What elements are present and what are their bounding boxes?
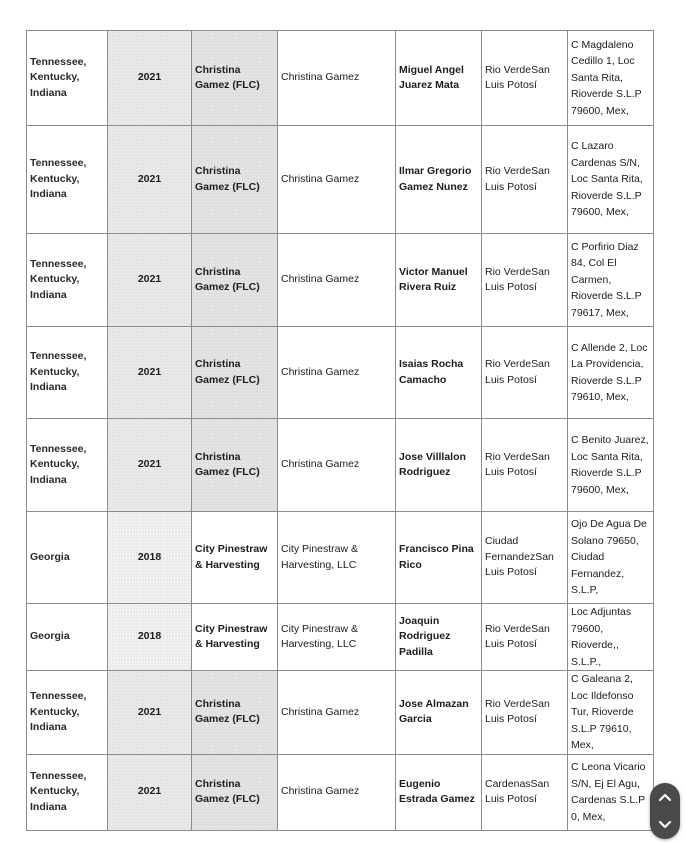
worker-name-cell: Miguel Angel Juarez Mata: [396, 31, 482, 126]
state-cell: Tennessee, Kentucky, Indiana: [27, 671, 108, 755]
table-row: [27, 234, 654, 327]
employer-name-cell: Christina Gamez: [278, 671, 396, 755]
table-row: [27, 31, 654, 126]
city-cell: CardenasSan Luis Potosí: [482, 754, 568, 830]
city-cell: Rio VerdeSan Luis Potosí: [482, 671, 568, 755]
year-cell: 2021: [108, 31, 192, 126]
table-row: [27, 419, 654, 512]
year-cell: 2021: [108, 671, 192, 755]
address-cell: C Galeana 2, Loc Ildefonso Tur, Rioverde S.L.P 79610, Mex,: [568, 671, 654, 755]
state-cell: Tennessee, Kentucky, Indiana: [27, 31, 108, 126]
employer-cell: Christina Gamez (FLC): [192, 671, 278, 755]
city-cell: Rio VerdeSan Luis Potosí: [482, 126, 568, 234]
employer-name-cell: Christina Gamez: [278, 419, 396, 512]
city-cell: Rio VerdeSan Luis Potosí: [482, 234, 568, 327]
employer-cell: Christina Gamez (FLC): [192, 754, 278, 830]
year-cell: 2021: [108, 327, 192, 419]
city-cell: Rio VerdeSan Luis Potosí: [482, 31, 568, 126]
address-cell: C Magdaleno Cedillo 1, Loc Santa Rita, Rioverde S.L.P 79600, Mex,: [568, 31, 654, 126]
employer-cell: City Pinestraw & Harvesting: [192, 512, 278, 604]
address-cell: C Porfirio Diaz 84, Col El Carmen, Rioverde S.L.P 79617, Mex,: [568, 234, 654, 327]
worker-name-cell: Francisco Pina Rico: [396, 512, 482, 604]
year-cell: 2021: [108, 234, 192, 327]
chevron-up-icon: [658, 792, 672, 802]
state-cell: Tennessee, Kentucky, Indiana: [27, 754, 108, 830]
employer-cell: Christina Gamez (FLC): [192, 31, 278, 126]
employer-name-cell: Christina Gamez: [278, 327, 396, 419]
year-cell: 2021: [108, 126, 192, 234]
worker-name-cell: Eugenio Estrada Gamez: [396, 754, 482, 830]
worker-name-cell: Ilmar Gregorio Gamez Nunez: [396, 126, 482, 234]
employer-cell: Christina Gamez (FLC): [192, 234, 278, 327]
state-cell: Tennessee, Kentucky, Indiana: [27, 234, 108, 327]
worker-name-cell: Isaias Rocha Camacho: [396, 327, 482, 419]
table-row: [27, 327, 654, 419]
employer-cell: Christina Gamez (FLC): [192, 126, 278, 234]
table-row: [27, 126, 654, 234]
table-row: [27, 754, 654, 830]
address-cell: C Allende 2, Loc La Providencia, Rioverde S.L.P 79610, Mex,: [568, 327, 654, 419]
employer-cell: Christina Gamez (FLC): [192, 419, 278, 512]
table-row: [27, 604, 654, 671]
address-cell: C Leona Vicario S/N, Ej El Agu, Cardenas S.L.P 0, Mex,: [568, 754, 654, 830]
worker-name-cell: Jose Almazan Garcia: [396, 671, 482, 755]
table-row: [27, 512, 654, 604]
address-cell: C Lazaro Cardenas S/N, Loc Santa Rita, Rioverde S.L.P 79600, Mex,: [568, 126, 654, 234]
year-cell: 2018: [108, 512, 192, 604]
employer-name-cell: Christina Gamez: [278, 126, 396, 234]
year-cell: 2018: [108, 604, 192, 671]
worker-name-cell: Victor Manuel Rivera Ruiz: [396, 234, 482, 327]
state-cell: Georgia: [27, 604, 108, 671]
address-cell: Loc Adjuntas 79600, Rioverde,, S.L.P.,: [568, 604, 654, 671]
worker-name-cell: Joaquin Rodriguez Padilla: [396, 604, 482, 671]
state-cell: Tennessee, Kentucky, Indiana: [27, 419, 108, 512]
state-cell: Tennessee, Kentucky, Indiana: [27, 327, 108, 419]
address-cell: C Benito Juarez, Loc Santa Rita, Rioverde S.L.P 79600, Mex,: [568, 419, 654, 512]
table-row: [27, 671, 654, 755]
employer-name-cell: Christina Gamez: [278, 754, 396, 830]
address-cell: Ojo De Agua De Solano 79650, Ciudad Fernandez, S.L.P,: [568, 512, 654, 604]
city-cell: Ciudad FernandezSan Luis Potosí: [482, 512, 568, 604]
worker-name-cell: Jose Villlalon Rodriguez: [396, 419, 482, 512]
employer-cell: City Pinestraw & Harvesting: [192, 604, 278, 671]
employer-cell: Christina Gamez (FLC): [192, 327, 278, 419]
scroll-control: [650, 783, 680, 839]
year-cell: 2021: [108, 419, 192, 512]
chevron-down-icon: [658, 820, 672, 830]
records-table: [26, 30, 654, 831]
scroll-up-button[interactable]: [654, 786, 676, 808]
employer-name-cell: City Pinestraw & Harvesting, LLC: [278, 512, 396, 604]
scroll-down-button[interactable]: [654, 814, 676, 836]
city-cell: Rio VerdeSan Luis Potosí: [482, 419, 568, 512]
employer-name-cell: City Pinestraw & Harvesting, LLC: [278, 604, 396, 671]
employer-name-cell: Christina Gamez: [278, 31, 396, 126]
state-cell: Georgia: [27, 512, 108, 604]
city-cell: Rio VerdeSan Luis Potosí: [482, 604, 568, 671]
state-cell: Tennessee, Kentucky, Indiana: [27, 126, 108, 234]
year-cell: 2021: [108, 754, 192, 830]
records-table-body: [27, 31, 654, 831]
city-cell: Rio VerdeSan Luis Potosí: [482, 327, 568, 419]
employer-name-cell: Christina Gamez: [278, 234, 396, 327]
